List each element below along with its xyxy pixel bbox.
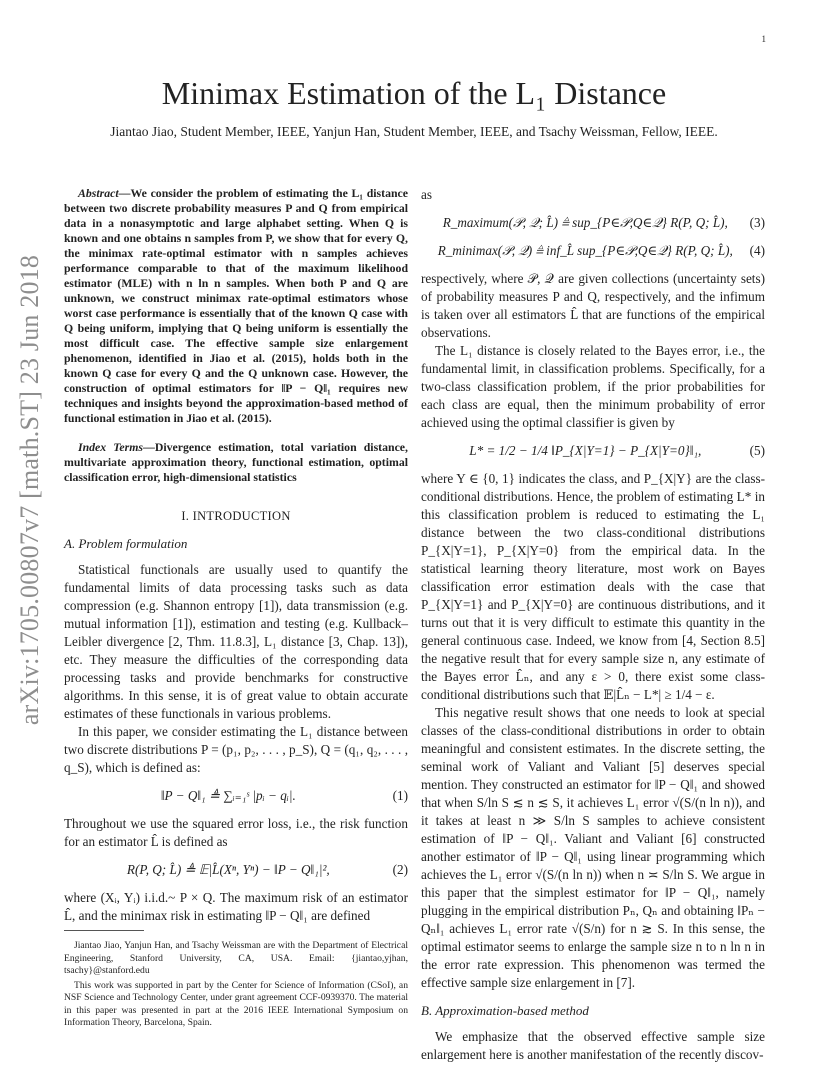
arxiv-stamp: arXiv:1705.00807v7 [math.ST] 23 Jun 2018 xyxy=(15,254,44,726)
continuation-text: as xyxy=(421,187,432,202)
paragraph: We emphasize that the observed effective sample size enlargement here is another manifestation of the recently discov- xyxy=(421,1029,765,1062)
right-column xyxy=(421,186,765,1064)
equation-5: L* = 1/2 − 1/4 ‖P_{X|Y=1} − P_{X|Y=0}‖₁, (5) xyxy=(469,443,765,458)
paragraph: The L₁ distance is closely related to the Bayes error, i.e., the fundamental limit, in classification problems. Specifically, for a two-class classification problem, if the prior probabilities for each class are equal, then the minimum probability of error achieved using the optimal classifier is given by xyxy=(421,343,765,430)
paper-title: Minimax Estimation of the L₁ Distance xyxy=(161,75,667,111)
abstract xyxy=(64,186,408,426)
paragraph: Throughout we use the squared error loss, i.e., the risk function for an estimator L̂ is defined as xyxy=(64,816,408,849)
left-column xyxy=(64,186,408,925)
footnote: Jiantao Jiao, Yanjun Han, and Tsachy Weissman are with the Department of Electrical Engineering, Stanford University, CA, USA. Email: {jiantao,yjhan, tsachy}@stanford.edu xyxy=(64,940,408,976)
equation-1: ‖P − Q‖₁ ≜ ∑ᵢ₌₁ˢ |pᵢ − qᵢ|. (1) xyxy=(160,788,408,803)
subsection-heading: B. Approximation-based method xyxy=(421,1003,589,1018)
section-heading: I. INTRODUCTION xyxy=(181,509,291,523)
paragraph: where (Xᵢ, Yᵢ) i.i.d.~ P × Q. The maximum risk of an estimator L̂, and the minimax risk in estimating ‖P − Q‖₁ are defined xyxy=(64,890,408,923)
author-line: Jiantao Jiao, Student Member, IEEE, Yanjun Han, Student Member, IEEE, and Tsachy Weissman, Fellow, IEEE. xyxy=(110,124,718,139)
paragraph: In this paper, we consider estimating the L₁ distance between two discrete distributions P = (p₁, p₂, . . . , p_S), Q = (q₁, q₂, . . . , q_S), which is defined as: xyxy=(64,724,408,775)
paragraph: This negative result shows that one needs to look at special classes of the class-conditional distributions in order to obtain meaningful and consistent estimates. In the discrete setting, the seminal work of Valiant and Valiant [5] deserves special mention. They constructed an estimator for ‖P − Q‖₁ and showed that when S/ln S ≲ n ≲ S, it achieves L₁ error √(S/(n ln n)), and it takes at least n ≫ S/ln S samples to achieve consistent estimation of ‖P − Q‖₁. Valiant and Valiant [6] constructed another estimator of ‖P − Q‖₁ using linear programming which achieves the L₁ error √(S/(n ln n)) when n ≍ S/ln S. We argue in this paper that the simplest estimator for ‖P − Q‖₁, namely plugging in the empirical distribution Pₙ, Qₙ and obtaining ‖Pₙ − Qₙ‖₁ achieves L₁ error rate √(S/n) for n ≳ S. In this sense, the optimal estimator seems to enlarge the sample size n to n ln n in the error rate expression. This phenomenon was termed the effective sample size enlargement in [7]. xyxy=(421,705,765,990)
index-terms-text: —Divergence estimation, total variation distance, multivariate approximation theory, functional estimation, optimal classification error, high-dimensional statistics xyxy=(64,440,408,484)
footnote: This work was supported in part by the Center for Science of Information (CSoI), an NSF Science and Technology Center, under grant agreement CCF-0939370. The material in this paper was presented in part at the 2016 IEEE International Symposium on Information Theory, Barcelona, Spain. xyxy=(64,979,408,1028)
paragraph: Statistical functionals are usually used to quantify the fundamental limits of data processing tasks such as data compression (e.g. Shannon entropy [1]), data transmission (e.g. mutual information [1]), estimation and testing (e.g. Kullback–Leibler divergence [2, Thm. 11.8.3], L₁ distance [3, Chap. 13]), etc. They measure the difficulties of the corresponding data processing tasks and provide benchmarks for constructive algorithms. In this sense, it is of great value to obtain accurate estimates of these functionals in various problems. xyxy=(64,562,408,721)
equation-4: R_minimax(𝒫, 𝒬) ≜ inf_L̂ sup_{P∈𝒫,Q∈𝒬} R(P, Q; L̂), (4) xyxy=(437,243,765,258)
index-terms xyxy=(64,440,408,485)
equation-2: R(P, Q; L̂) ≜ 𝔼|L̂(Xⁿ, Yⁿ) − ‖P − Q‖₁|², (2) xyxy=(126,862,408,877)
subsection-heading: A. Problem formulation xyxy=(64,536,188,551)
equation-3: R_maximum(𝒫, 𝒬; L̂) ≜ sup_{P∈𝒫,Q∈𝒬} R(P, Q; L̂), (3) xyxy=(442,215,765,230)
page-number: 1 xyxy=(761,34,766,44)
paragraph: respectively, where 𝒫, 𝒬 are given collections (uncertainty sets) of probability measures P and Q, respectively, and the infimum is taken over all estimators L̂ that are functions of the empirical observations. xyxy=(421,271,765,340)
footnotes xyxy=(64,940,408,1032)
abstract-label: Abstract xyxy=(78,186,119,200)
abstract-text: —We consider the problem of estimating the L₁ distance between two discrete probability measures P and Q from empirical data in a nonasymptotic and large alphabet setting. When Q is known and one obtains n samples from P, we show that for every Q, the minimax rate-optimal estimator with n samples achieves performance comparable to that of the maximum likelihood estimator (MLE) with n ln n samples. When both P and Q are unknown, we construct minimax rate-optimal estimators whose worst case performance is essentially that of the known Q case with Q being uniform, implying that Q being uniform is essentially the most difficult case. The effective sample size enlargement phenomenon, identified in Jiao et al. (2015), holds both in the known Q case for every Q and the Q unknown case. However, the construction of optimal estimators for ‖P − Q‖₁ requires new techniques and insights beyond the approximation-based method of functional estimation in Jiao et al. (2015). xyxy=(64,186,408,425)
footnote-rule xyxy=(64,930,144,931)
index-terms-label: Index Terms xyxy=(78,440,144,454)
paragraph: where Y ∈ {0, 1} indicates the class, and P_{X|Y} are the class-conditional distributions. Hence, the problem of estimating L* in this classification problem is reduced to estimating the L₁ distance between the two class-conditional distributions P_{X|Y=1}, P_{X|Y=0} from the empirical data. In the statistical learning theory literature, most work on Bayes classification error estimation deals with the case that P_{X|Y=1} and P_{X|Y=0} are continuous distributions, and it turns out that it is very difficult to estimate this quantity in the general continuous case. Indeed, we know from [4, Section 8.5] the negative result that for every sample size n, any estimate of the Bayes error L̂ₙ, and any ε > 0, there exist some class-conditional distributions such that 𝔼|L̂ₙ − L*| ≥ 1/4 − ε. xyxy=(421,471,765,702)
